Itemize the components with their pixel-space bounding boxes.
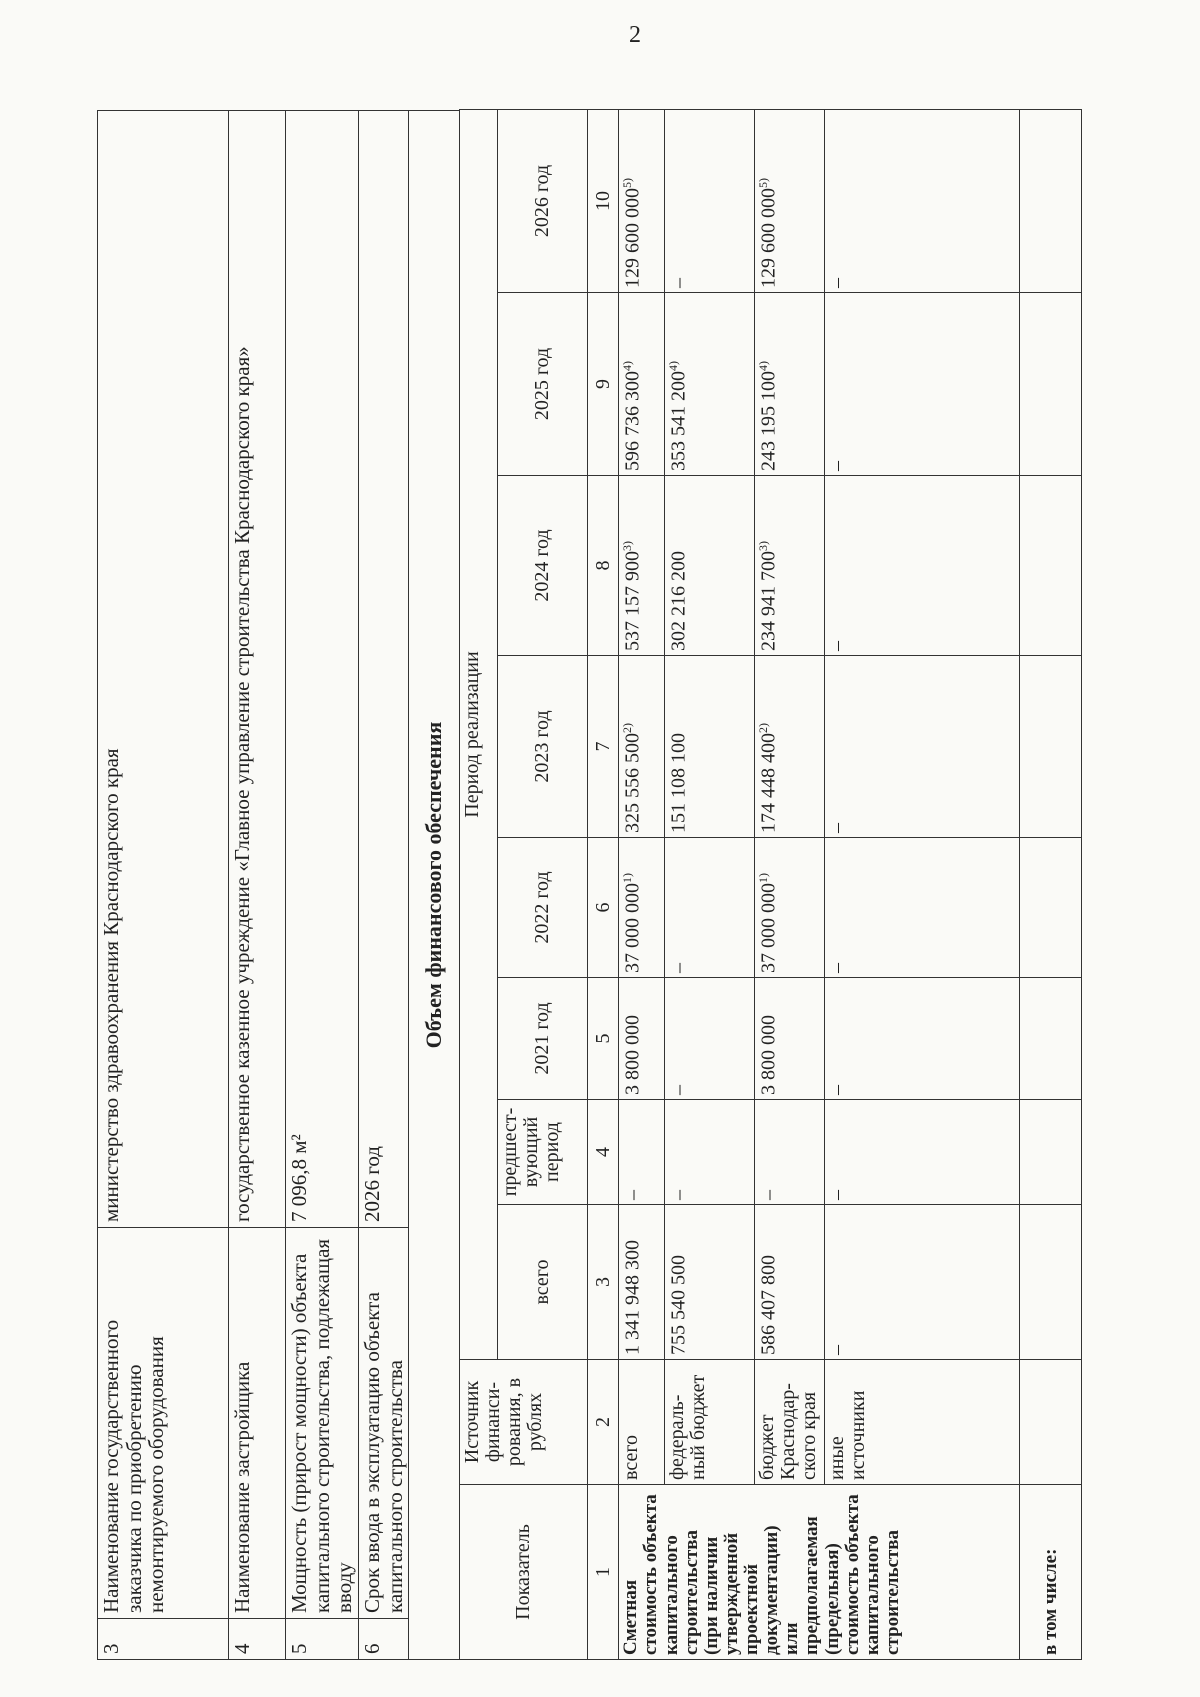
value-cell: – [825, 1205, 1020, 1360]
value-cell: – [665, 978, 755, 1100]
value-cell: 37 000 000$^{1)}$ [755, 838, 825, 978]
value-cell: 1 341 948 300 [619, 1205, 665, 1360]
header-row [460, 110, 498, 1660]
table-row-including [1020, 110, 1082, 1660]
page-number: 2 [629, 22, 641, 48]
value-cell: 353 541 200$^{4)}$ [665, 293, 755, 476]
row-number: 4 [229, 1619, 286, 1660]
header-indicator: Показатель [460, 1485, 588, 1660]
empty-cell [1020, 1205, 1082, 1360]
row-number: 6 [359, 1619, 409, 1660]
header-year: 2021 год [498, 978, 588, 1100]
row-number: 3 [98, 1619, 229, 1660]
value-cell: – [825, 293, 1020, 476]
value-cell: 3 800 000 [755, 978, 825, 1100]
value-cell: – [825, 476, 1020, 656]
value-cell: – [665, 1100, 755, 1205]
column-number: 6 [588, 838, 619, 978]
info-row [359, 111, 409, 1660]
value-cell: – [665, 110, 755, 293]
header-total: всего [498, 1205, 588, 1360]
row-value: государственное казенное учреждение «Главное управление строительства Краснодарского края» [229, 111, 286, 1228]
value-cell: 174 448 400$^{2)}$ [755, 656, 825, 838]
column-number: 10 [588, 110, 619, 293]
row-label: Наименование государственного заказчика по приобретению немонтируемого оборудования [98, 1228, 229, 1619]
source-cell: иные источники [825, 1360, 1020, 1485]
financing-table [459, 109, 1082, 1660]
table-row-other [825, 110, 1020, 1660]
source-cell: бюджет Краснодар-ского края [755, 1360, 825, 1485]
info-row [229, 111, 286, 1660]
column-number: 4 [588, 1100, 619, 1205]
object-info-table [97, 110, 409, 1660]
header-year: 2026 год [498, 110, 588, 293]
source-cell: федераль-ный бюджет [665, 1360, 755, 1485]
header-year: 2022 год [498, 838, 588, 978]
value-cell: – [825, 978, 1020, 1100]
empty-cell [1020, 978, 1082, 1100]
column-number: 3 [588, 1205, 619, 1360]
value-cell: 755 540 500 [665, 1205, 755, 1360]
row-label: Срок ввода в эксплуатацию объекта капитального строительства [359, 1228, 409, 1619]
value-cell: – [619, 1100, 665, 1205]
value-cell: 234 941 700$^{3)}$ [755, 476, 825, 656]
table-row-total [619, 110, 665, 1660]
column-number: 8 [588, 476, 619, 656]
column-number: 5 [588, 978, 619, 1100]
value-cell: – [825, 1100, 1020, 1205]
header-source: Источник финанси-рования, в рублях [460, 1360, 588, 1485]
empty-cell [1020, 1360, 1082, 1485]
value-cell: 243 195 100$^{4)}$ [755, 293, 825, 476]
section-title: Объем финансового обеспечения [409, 110, 459, 1660]
column-number: 1 [588, 1485, 619, 1660]
table-row-federal [665, 110, 755, 1660]
empty-cell [1020, 1100, 1082, 1205]
value-cell: 3 800 000 [619, 978, 665, 1100]
value-cell: – [825, 110, 1020, 293]
empty-cell [1020, 476, 1082, 656]
value-cell: – [825, 656, 1020, 838]
column-number: 2 [588, 1360, 619, 1485]
value-cell: – [755, 1100, 825, 1205]
row-value: министерство здравоохранения Краснодарского края [98, 111, 229, 1228]
column-number: 7 [588, 656, 619, 838]
table-row-regional [755, 110, 825, 1660]
column-number-row [588, 110, 619, 1660]
header-previous-period: предшест-вующий период [498, 1100, 588, 1205]
row-value: 2026 год [359, 111, 409, 1228]
indicator-cell: Сметная стоимость объекта капитального строительства (при наличии утвержденной проектной документации) или предполагаемая (предельная) стоимость объекта капитального строительства [619, 1485, 1020, 1660]
value-cell: 325 556 500$^{2)}$ [619, 656, 665, 838]
empty-cell [1020, 293, 1082, 476]
value-cell: 129 600 000$^{5)}$ [619, 110, 665, 293]
including-label: в том числе: [1020, 1485, 1082, 1660]
header-year: 2023 год [498, 656, 588, 838]
empty-cell [1020, 838, 1082, 978]
value-cell: 537 157 900$^{3)}$ [619, 476, 665, 656]
value-cell: 37 000 000$^{1)}$ [619, 838, 665, 978]
value-cell: 586 407 800 [755, 1205, 825, 1360]
row-value: 7 096,8 м² [286, 111, 359, 1228]
value-cell: 596 736 300$^{4)}$ [619, 293, 665, 476]
column-number: 9 [588, 293, 619, 476]
row-number: 5 [286, 1619, 359, 1660]
value-cell: 302 216 200 [665, 476, 755, 656]
value-cell: 151 108 100 [665, 656, 755, 838]
source-cell: всего [619, 1360, 665, 1485]
value-cell: – [825, 838, 1020, 978]
empty-cell [1020, 110, 1082, 293]
row-label: Наименование застройщика [229, 1228, 286, 1619]
info-row [286, 111, 359, 1660]
value-cell: – [665, 838, 755, 978]
row-label: Мощность (прирост мощности) объекта капитального строительства, подлежащая вводу [286, 1228, 359, 1619]
info-row [98, 111, 229, 1660]
header-period: Период реализации [460, 110, 498, 1360]
header-year: 2025 год [498, 293, 588, 476]
header-year: 2024 год [498, 476, 588, 656]
rotated-page-content [97, 110, 1107, 1660]
value-cell: 129 600 000$^{5)}$ [755, 110, 825, 293]
empty-cell [1020, 656, 1082, 838]
